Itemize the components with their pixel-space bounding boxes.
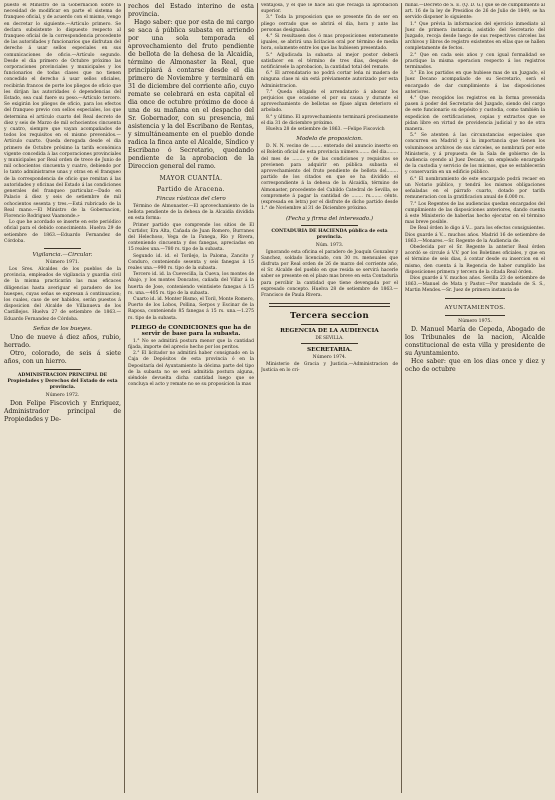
condition-7: 7.° Queda obligado el arrendatario á abonar los perjuicios que ocasione el por su causa y durante el aprovechamiento de bellotas se fijase algun deterioro el arbolado. (261, 89, 398, 114)
subheading-partido: Partido de Aracena. (157, 186, 225, 193)
divider (301, 343, 358, 344)
column-rule (401, 3, 402, 793)
alcalde-notice: Hce saber: que en los dias once y diez y ocho de octubre (405, 357, 545, 373)
section-heading-administracion: ADMINISTRACION PRINCIPAL DE Propiedades y Derechos del Estado de esta provincia. (7, 372, 118, 390)
decree-text: puesto el Ministro de la Gobernacion sobre la necesidad de modificar en parte el sistema de franqueo oficial, y de acuerdo con el mismo, vengo en decretar lo siguiente.—Artículo primero. Se declara subsistente lo dispuesto respecto al franqueo oficial de la correspondencia procedente de las autoridades y funcionarios que disfrutan del derecho á usar sellos especiales en sus comunicaciones de oficio.—Artículo segundo. Desde el dia primero de Octubre próximo las corporaciones provinciales y municipales y los funcionarios de todas clases que no tienen concedido el derecho á usar sellos oficiales, recibirán francos de porte los pliegos de oficio que les dirijan las autoridades ó dependencias del Estado, sea cual fuere su peso.—Artículo tercero. Se exigirán los pliegos de oficio, para los efectos del franqueo previo con sellos especiales, los que determina el artículo cuarto del Real decreto de diez y seis de Marzo de mil ochocientos cincuenta y cuatro, siempre que vayan acompañados de todos los requisitos en el mismo prevenidos.—Artículo cuarto. Queda derogada desde el dia primero de Octubre próximo la tarifa económica vigente concedida á las corporaciones provinciales y municipales por Real orden de trece de Junio de mil ochocientos cincuenta y cuatro, debiendo por lo tanto administrarse unas y otras en el franqueo de la correspondencia de oficio que remitan á las autoridades y oficinas del Estado á las condiciones generales del franqueo particular.—Dado en Palacio á diez y seis de setiembre de mil ochocientos sesenta y tres.—Está rubricado de la Real mano.—El Ministro de la Gobernacion, Florencio Rodriguez Vaamonde.» (4, 3, 121, 219)
section-heading-contaduria: CONTADURIA DE HACIENDA pública de esta provincia. (271, 228, 388, 240)
rule-1: 1.° Que prévia la informacion del ejercicio inmediato al Juez de primera instancia, asistido del Secretario del Juzgado, recoja desde luego de sus respectivos cárceles las archivos y libros de registro existentes en ellas que se hallen completamente de fectos. (405, 21, 545, 52)
divider (44, 369, 81, 370)
regente-note: Obedecida por el Sr. Regente la anterior Real órden acordó se circule á V.V. por los Boletines oficiales, y que en el término de seis dias, á contar desde su insercion en el mismo, den cuenta á la Regencia de haber cumplido las disposiciones primera y tercera de la citada Real órden. (405, 244, 545, 275)
subasta-announcement: Hago saber: que por esta de mi cargo se saca á pública subasta en arriendo por una sola temporada el aprovechamiento del fruto pendiente de bellota de la dehesa de la Alcaidía, término de Almonaster la Real, que principiará á contarse desde el dia primero de Noviembre y terminará en 31 de diciembre del corriente año, cuyo remate se celebrará en esta capital el dia once de octubre próximo de doce á una de su mañana en el despacho del Sr. Gobernador, con su presencia, mi asistencia y la del Escribano de Rentas, y simultáneamente en el pueblo donde radica la finca ante el Alcalde, Síndico y Escribano ó Secretario, quedando pendiente de la aprobacion de la Direccion general del ramo. (128, 19, 254, 170)
section-heading-pliego: PLIEGO de CONDICIONES que ha de servir de base para la subasta. (130, 324, 252, 337)
notice-text-bueyes: Los Sres. Alcaldes de los pueblos de la provincia, empleados de vigilancia y guardia civil de la misma practicarán las mas eficaces diligencias hasta averiguar el paradero de los huespes, cuyas señas se expresan á continuacion; los cuales, caso de ser habidos, serán puestos á disposicion del Alcalde de Villanueva de los Castillejos. Huelva 27 de setiembre de 1863.—Eduardo Fernandez de Córdoba. (4, 266, 121, 322)
rule-7: 7.° Los Regentes de las audiencias quedan encargados del cumplimiento de las disposiciones anteriores, dando cuenta á este Ministerio de haberlas hecho ejecutar en el término mas breve posible. (405, 201, 545, 226)
column-3 (261, 3, 398, 797)
subheading-fincas: Fincas rústicas del clero (156, 196, 226, 202)
divider (445, 298, 505, 299)
notice-intro: Don Felipe Fiscovich y Enriquez, Administrador principal de Propiedades y De- (4, 399, 121, 423)
regente-signature: Dios guarde á V. muchos años. Sevilla 23 de setiembre de 1863.—Manuel de Mata y Pastor.—Por mandado de S. S., Martin Mendes.—Sr. Juez de primera instancia de (405, 275, 545, 294)
section-divider (269, 303, 390, 307)
divider (445, 315, 505, 316)
divider (44, 248, 81, 249)
column-rule (257, 3, 258, 793)
notice-number: Número 1971. (45, 259, 80, 265)
notice-number: Número 1975. (458, 318, 492, 324)
notice-continuation: rechos del Estado interino de esta provincia. (128, 3, 254, 18)
rule-2: 2.° Que en cada seis años y con igual formalidad se practique la misma operacion respecto á los registros terminados. (405, 52, 545, 71)
notice-number: Número 1974. (312, 355, 347, 361)
subheading-senas: Señas de los bueyes. (33, 325, 92, 332)
subheading-modelo: Modelo de proposicion. (296, 136, 363, 143)
column-1 (4, 3, 121, 797)
proposal-model-text: D. N. N. vecino de ........ enterado del anuncio inserto en el Boletin oficial de esta provincia número........ del dia........ del mes de ........ y de las condiciones y requisitos se previenen para adquirir en pública subasta el aprovechamiento del fruto pendiente de bellota del........ partido de los citados en que se ha dividido el correspondiente á la dehesa de la Alcaidía, término de Almonaster, procedente del Cabildo Catedral de Sevilla, se compromete á pagar la cantidad de ........ rs........ cénts. (expresada en letra) por el disfrute de dicho partido desde 1.° de Noviembre al 31 de Diciembre próximo. (261, 144, 398, 212)
rule-4: 4.° Que recogidos los registros en la forma prevenida pasen á poder del Secretario del Juzgado, siendo del cargo de este funcionario su depósito y custodia, como también la expedicion de certificaciones, copias y extractos que se pidan libre en virtud de providencia judicial y no de otra manera. (405, 96, 545, 133)
heading-regencia: REGENCIA DE LA AUDIENCIA (280, 328, 379, 335)
condition-8: 8.° y último. El aprovechamiento terminará precisamente el dia 31 de diciembre próximo. (261, 114, 398, 126)
signature-note: (Fecha y firma del interesado.) (285, 215, 374, 222)
condition-6: 6.° El arrendatario no podrá cortar leña ni madera de ninguna clase ni sin está préviamente autorizado por esta Administracion. (261, 71, 398, 89)
condition-5: 5.° Adjudicada la subasta al mejor postor deberá satisfacer en el término de tres dias, después de notificársele la aprobacion, la cantidad total del remate. (261, 52, 398, 71)
column-4 (405, 3, 545, 797)
contaduria-notice: Ignorando esta oficina el paradero de Joaquín Gonzalez y Sanchez, soldado licenciado, con 30 rs. mensuales que disfruta por Real orden de 26 de marzo del corriente año, el Sr. Alcalde del pueblo en que resida se servirá hacerle saber se presente en el plazo mas breve en esta Contaduría para percibir la cantidad que tiene devengada por el expresado concepto. Huelva 28 de setiembre de 1863.—Francisco de Paula Rivera. (261, 249, 398, 298)
alcalde-intro: D. Manuel María de Cepeda, Abogado de los Tribunales de la nacion, Alcalde constitucional de esta villa y presidente de su Ayuntamiento. (405, 325, 545, 357)
heading-secretaria: SECRETARIA. (307, 347, 352, 354)
royal-order-closing: De Real órden lo digo á V... para los efectos consiguientes. Dios guarde á V... muchos años. Madrid 16 de setiembre de 1863.—Monares.—Sr. Regente de la Audiencia de. (405, 226, 545, 244)
heading-sevilla: DE SEVILLA. (315, 335, 344, 341)
divider (301, 225, 358, 226)
condition-1: 1.° No se admitirá postura menor que la cantidad fijada, importe del aprecio hecho por los peritos. (128, 338, 254, 351)
lot-intro: Término de Almonaster.—El aprovechamiento de la bellota pendiente de la dehesa de la Alcaidía dividida en esta forma: (128, 204, 254, 222)
publication-note: Lo que he acordado se inserte en este periódico oficial para el debido conocimiento. Huelva 29 de setiembre de 1863.—Eduardo Fernandez de Córdoba. (4, 220, 121, 244)
lot-3: Tercero id. id. la Cuevecilla, la Cueva, los montes de Abajo, y los montes Doncatos, cañada del Villar á la huerta de Jose, conteniendo veintisiete fanegas á 15 rs. una.—405 rs. tipo de la subasta. (128, 272, 254, 296)
notice-number: Núm. 1973. (315, 242, 344, 248)
lot-1: Primer partido que comprende los sitios de El Curtidor, Era Alta, Cañada de Juan Romero, Burranes del Helechoso, Vega de la Fanega, Río y Rivera, conteniendo cincuenta y dos fanegas, apreciadas en 15 reales una.—780 rs. tipo de la subasta. (128, 222, 254, 253)
decree-continuation: minal.—Decreto de S. E. (Q. D. G.) que se dé cumplimiento al art. 16 de la ley de Presidios de 26 de Julio de 1849, se ha servido disponer lo siguiente: (405, 3, 545, 21)
divider (301, 324, 358, 325)
section-heading-tercera: Tercera seccion (290, 311, 369, 322)
column-rule (124, 3, 125, 793)
section-heading-mayor-cuantia: MAYOR CUANTÍA. (159, 175, 223, 182)
rule-6: 6.° El nombramiento de este encargado podrá recaer en un Notario público, y tendrá los mismos obligaciones señaladas en el párrafo cuarto, dotado por tarifa remuneracion con la gratificacion anual de 6.000 rs. (405, 176, 545, 201)
description-ox-1: Uno de nueve á diez años, rubio, herrado. (4, 333, 121, 349)
condition-4: 4.° Si resultasen dos ó mas proposiciones enteramente iguales, se abrirá una licitacion oral por término de media hora, solamente entre los que las hubiesen presentado. (261, 34, 398, 52)
rule-3: 3.° En los partidos en que hubiese mas de un Juzgado, el Juez Decano acompañado de su Secretario, será el encargado de dar cumplimiento á las disposiciones anteriores. (405, 71, 545, 95)
ministry-intro: Ministerio de Gracia y Justicia.—Administracion de Justicia en lo cri- (261, 362, 398, 374)
signature-date: Huelva 28 de setiembre de 1863. —Felipe Fiscovich (266, 127, 385, 133)
column-2 (128, 3, 254, 797)
lot-2: Segundo id. id. el Torilejo, la Paloma, Zancito y Conduro, conteniendo sesenta y seis fanegas á 15 reales una.—990 rs. tipo de la subasta. (128, 253, 254, 272)
condition-2-continuation: ventajosa, y el que le hace así que recaiga la aprobacion superior. (261, 3, 398, 15)
description-ox-2: Otro, colorado, de seis á siete años, con un hierro. (4, 349, 121, 365)
condition-2: 2.° El licitador no admitirá haber consignado en la Caja de Depósitos de esta provincia ó en la Depositaría del Ayuntamiento la décima parte del tipo de la subasta no se será admitida postura alguna, siéndole devuelta dicha cantidad luego que se concluya el acto y remate no se su proposicion la mas (128, 351, 254, 388)
section-heading-ayuntamientos: AYUNTAMIENTOS. (444, 304, 506, 311)
section-heading-vigilancia: Vigilancia.—Circular. (32, 251, 93, 258)
condition-3: 3.° Toda la proposicion que se presente fin de ser en pliego cerrado que se abrirá el dia, hora y ante las personas designadas. (261, 15, 398, 33)
rule-5: 5.° Se atenten á las circunstancias especiales que concurren en Madrid y á la importancia que tienen los voluminosos archivos de sus cárceles, se nombrará por este Ministerio, y á propuesta de la Sala de gobierno de la Audiencia oyendo al Juez Decano, un empleado encargado de la custodia y servicio de los mismos, que se establecerán y conservarán en un edificio público. (405, 133, 545, 176)
notice-number: Número 1972. (45, 392, 80, 398)
lot-4: Cuarto id. id. Monter Bismo, el Toril, Monte Romero, Puerto de los Lobos, Pollina, Serpos y Escinar de la Raposa, conteniendo 85 fanegas á 15 rs. una.—1.275 rs. tipo de la subasta. (128, 297, 254, 321)
